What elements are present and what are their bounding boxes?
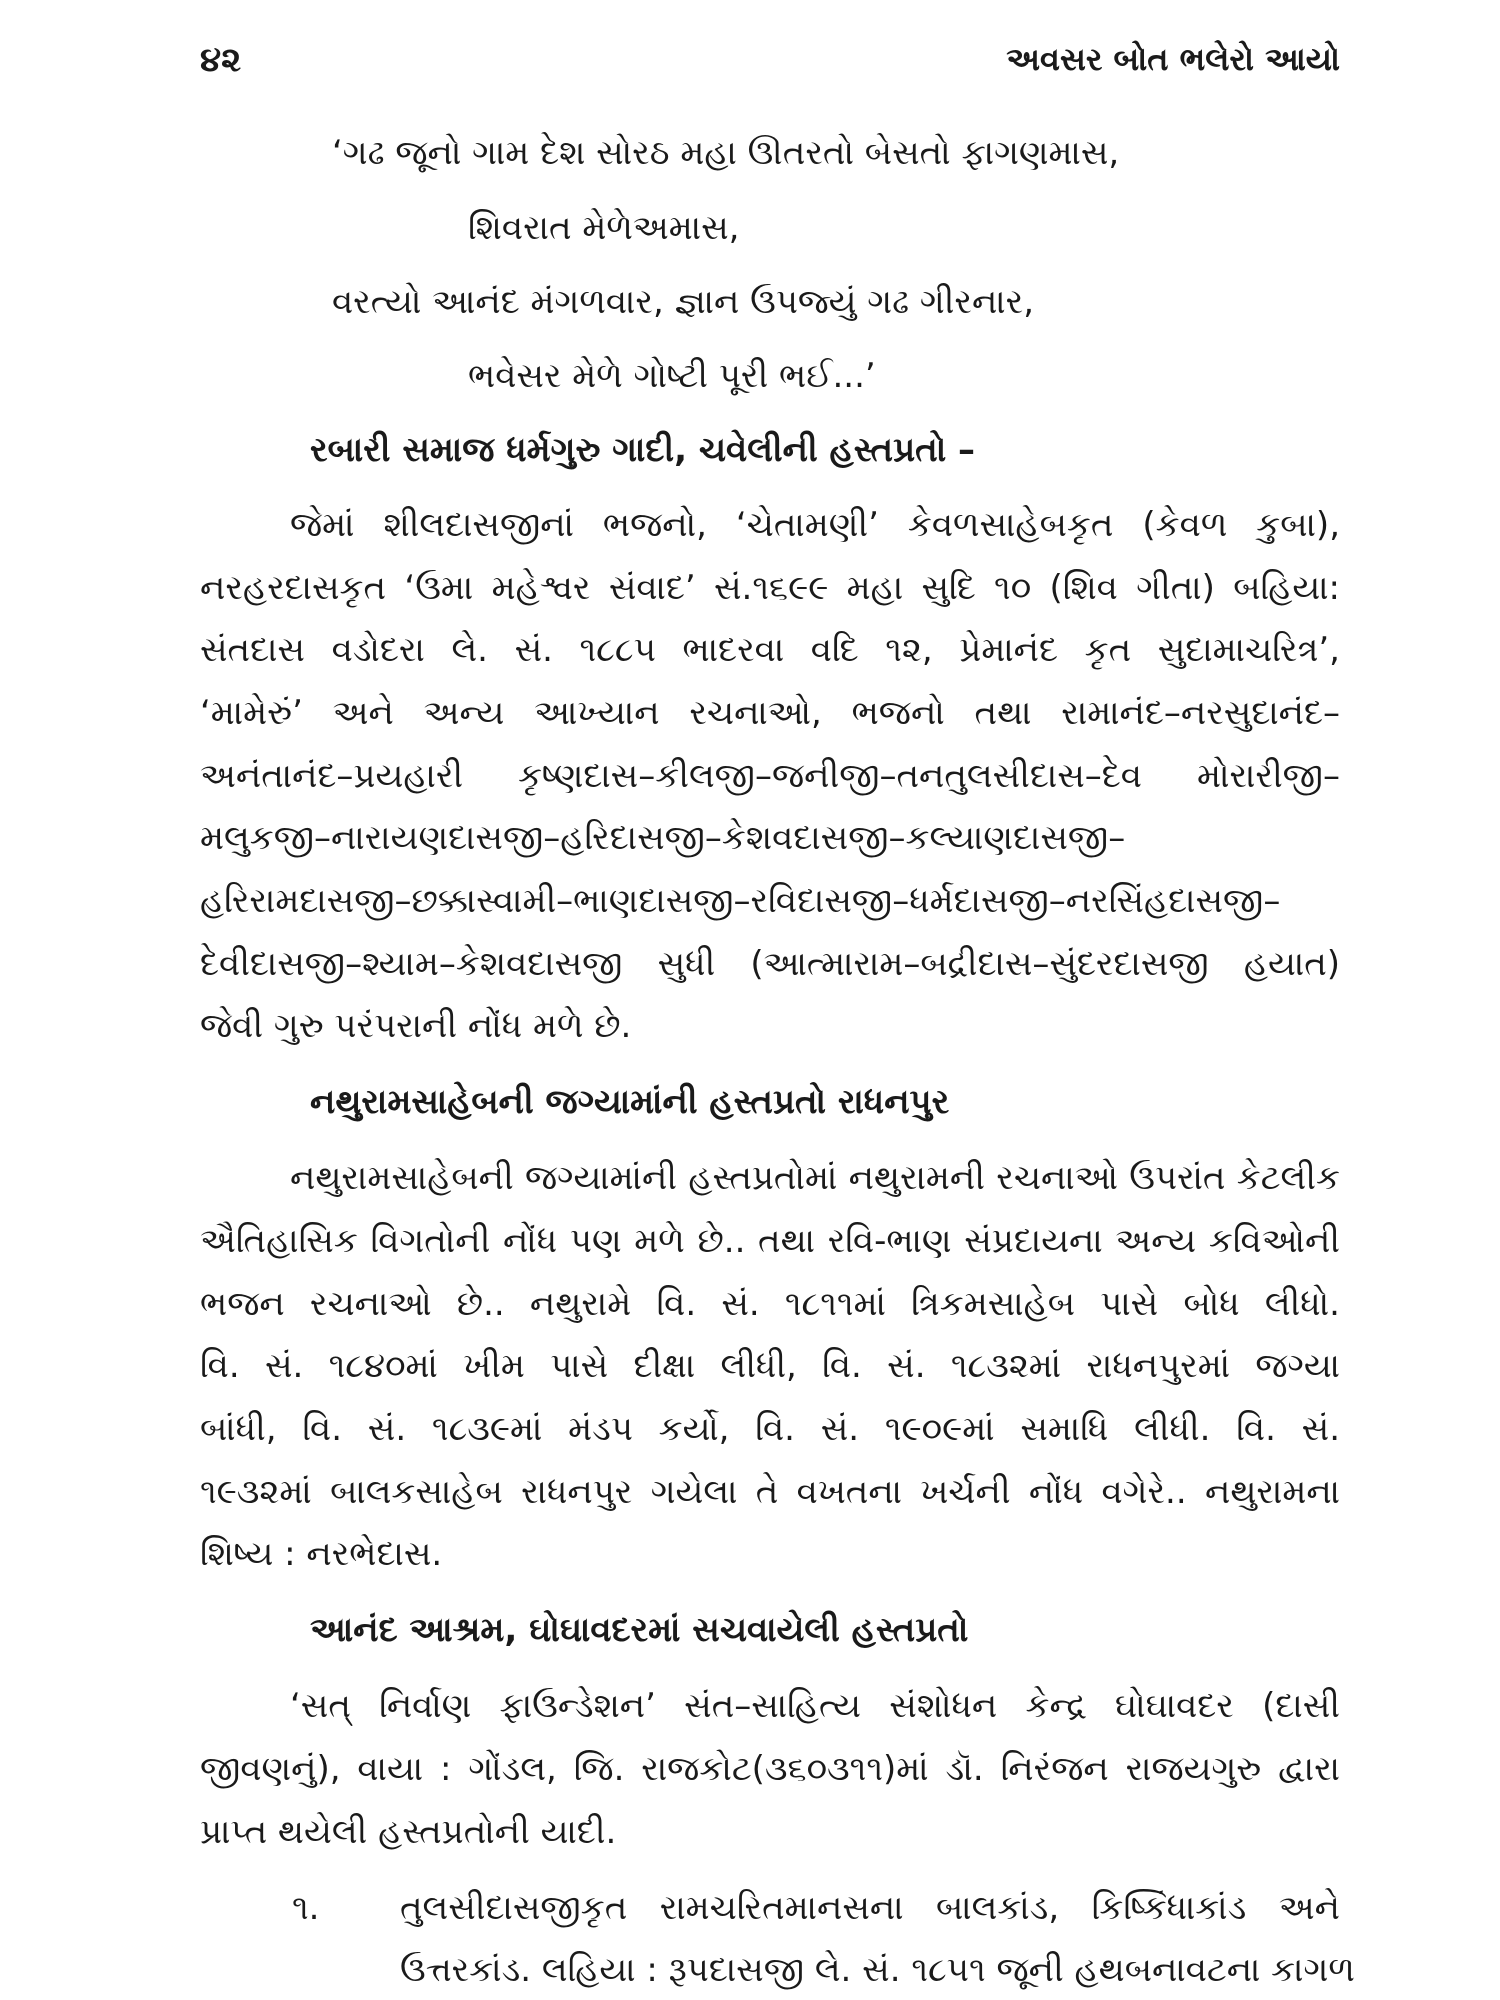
paragraph-line: જેમાં શીલદાસજીનાં ભજનો, ‘ચેતામણી’ કેવળસાહેબકૃત (કેવળ કુબા), <box>290 505 1340 545</box>
paragraph-line: વિ. સં. ૧૮૪૦માં ખીમ પાસે દીક્ષા લીધી, વિ. સં. ૧૮૩૨માં રાધનપુરમાં જગ્યા <box>200 1346 1340 1386</box>
page-header <box>200 40 1340 100</box>
verse-line: ભવેસર મેળે ગોષ્ટી પૂરી ભઈ...’ <box>468 356 876 396</box>
paragraph-line: હરિરામદાસજી–છક્કાસ્વામી–ભાણદાસજી–રવિદાસજી–ધર્મદાસજી–નરસિંહદાસજી– <box>200 881 1281 921</box>
paragraph-line: બાંધી, વિ. સં. ૧૮૩૯માં મંડપ કર્યો, વિ. સં. ૧૯૦૯માં સમાધિ લીધી. વિ. સં. <box>200 1409 1340 1449</box>
verse-line: શિવરાત મેળેઅમાસ, <box>468 208 740 248</box>
paragraph-line: નથુરામસાહેબની જગ્યામાંની હસ્તપ્રતોમાં નથુરામની રચનાઓ ઉપરાંત કેટલીક <box>290 1158 1340 1198</box>
page-number: ૪૨ <box>200 40 242 80</box>
paragraph-line: ભજન રચનાઓ છે.. નથુરામે વિ. સં. ૧૮૧૧માં ત્રિકમસાહેબ પાસે બોધ લીધો. <box>200 1284 1340 1324</box>
paragraph-line: ૧૯૩૨માં બાલકસાહેબ રાધનપુર ગયેલા તે વખતના ખર્ચની નોંધ વગેરે.. નથુરામના <box>200 1472 1340 1512</box>
verse-line: વરત્યો આનંદ મંગળવાર, જ્ઞાન ઉપજ્યું ગઢ ગીરનાર, <box>332 282 1034 322</box>
section-heading: આનંદ આશ્રમ, ઘોઘાવદરમાં સચવાયેલી હસ્તપ્રતો <box>310 1610 969 1650</box>
paragraph-line: સંતદાસ વડોદરા લે. સં. ૧૮૮૫ ભાદરવા વદિ ૧૨, પ્રેમાનંદ કૃત સુદામાચરિત્ર’, <box>200 630 1340 670</box>
paragraph-line: શિષ્ય : નરભેદાસ. <box>200 1534 443 1574</box>
paragraph-line: પ્રાપ્ત થયેલી હસ્તપ્રતોની યાદી. <box>200 1812 617 1852</box>
paragraph-line: જીવણનું), વાયા : ગોંડલ, જિ. રાજકોટ(૩૬૦૩૧૧)માં ડૉ. નિરંજન રાજયગુરુ દ્વારા <box>200 1749 1340 1789</box>
list-item-line: તુલસીદાસજીકૃત રામચરિતમાનસના બાલકાંડ, કિષ્કિંધાકાંડ અને <box>400 1888 1340 1928</box>
paragraph-line: ‘મામેરું’ અને અન્ય આખ્યાન રચનાઓ, ભજનો તથા રામાનંદ–નરસુદાનંદ– <box>200 693 1340 733</box>
running-title: અવસર બોત ભલેરો આયો <box>1006 40 1340 78</box>
section-heading: રબારી સમાજ ધર્મગુરુ ગાદી, ચવેલીની હસ્તપ્રતો – <box>310 430 976 470</box>
list-item-number: ૧. <box>292 1888 320 1928</box>
paragraph-line: ઐતિહાસિક વિગતોની નોંધ પણ મળે છે.. તથા રવિ-ભાણ સંપ્રદાયના અન્ય કવિઓની <box>200 1221 1340 1261</box>
section-heading: નથુરામસાહેબની જગ્યામાંની હસ્તપ્રતો રાધનપુર <box>310 1082 950 1122</box>
list-item-line: ઉત્તરકાંડ. લહિયા : રૂપદાસજી લે. સં. ૧૮૫૧ જૂની હથબનાવટના કાગળ <box>400 1950 1355 1990</box>
paragraph-line: નરહરદાસકૃત ‘ઉમા મહેશ્વર સંવાદ’ સં.૧૬૯૯ મહા સુદિ ૧૦ (શિવ ગીતા) બહિયા: <box>200 568 1340 608</box>
paragraph-line: અનંતાનંદ–પ્રયહારી કૃષ્ણદાસ–કીલજી–જનીજી–તનતુલસીદાસ–દેવ મોરારીજી– <box>200 756 1340 796</box>
verse-line: ‘ગઢ જૂનો ગામ દેશ સોરઠ મહા ઊતરતો બેસતો ફાગણમાસ, <box>332 133 1120 173</box>
paragraph-line: ‘સત્ નિર્વાણ ફાઉન્ડેશન’ સંત–સાહિત્ય સંશોધન કેન્દ્ર ઘોઘાવદર (દાસી <box>290 1686 1340 1726</box>
paragraph-line: દેવીદાસજી–શ્યામ–કેશવદાસજી સુધી (આત્મારામ–બદ્રીદાસ–સુંદરદાસજી હયાત) <box>200 944 1340 984</box>
paragraph-line: જેવી ગુરુ પરંપરાની નોંધ મળે છે. <box>200 1006 632 1046</box>
paragraph-line: મલુકજી–નારાયણદાસજી–હરિદાસજી–કેશવદાસજી–કલ્યાણદાસજી– <box>200 818 1126 858</box>
